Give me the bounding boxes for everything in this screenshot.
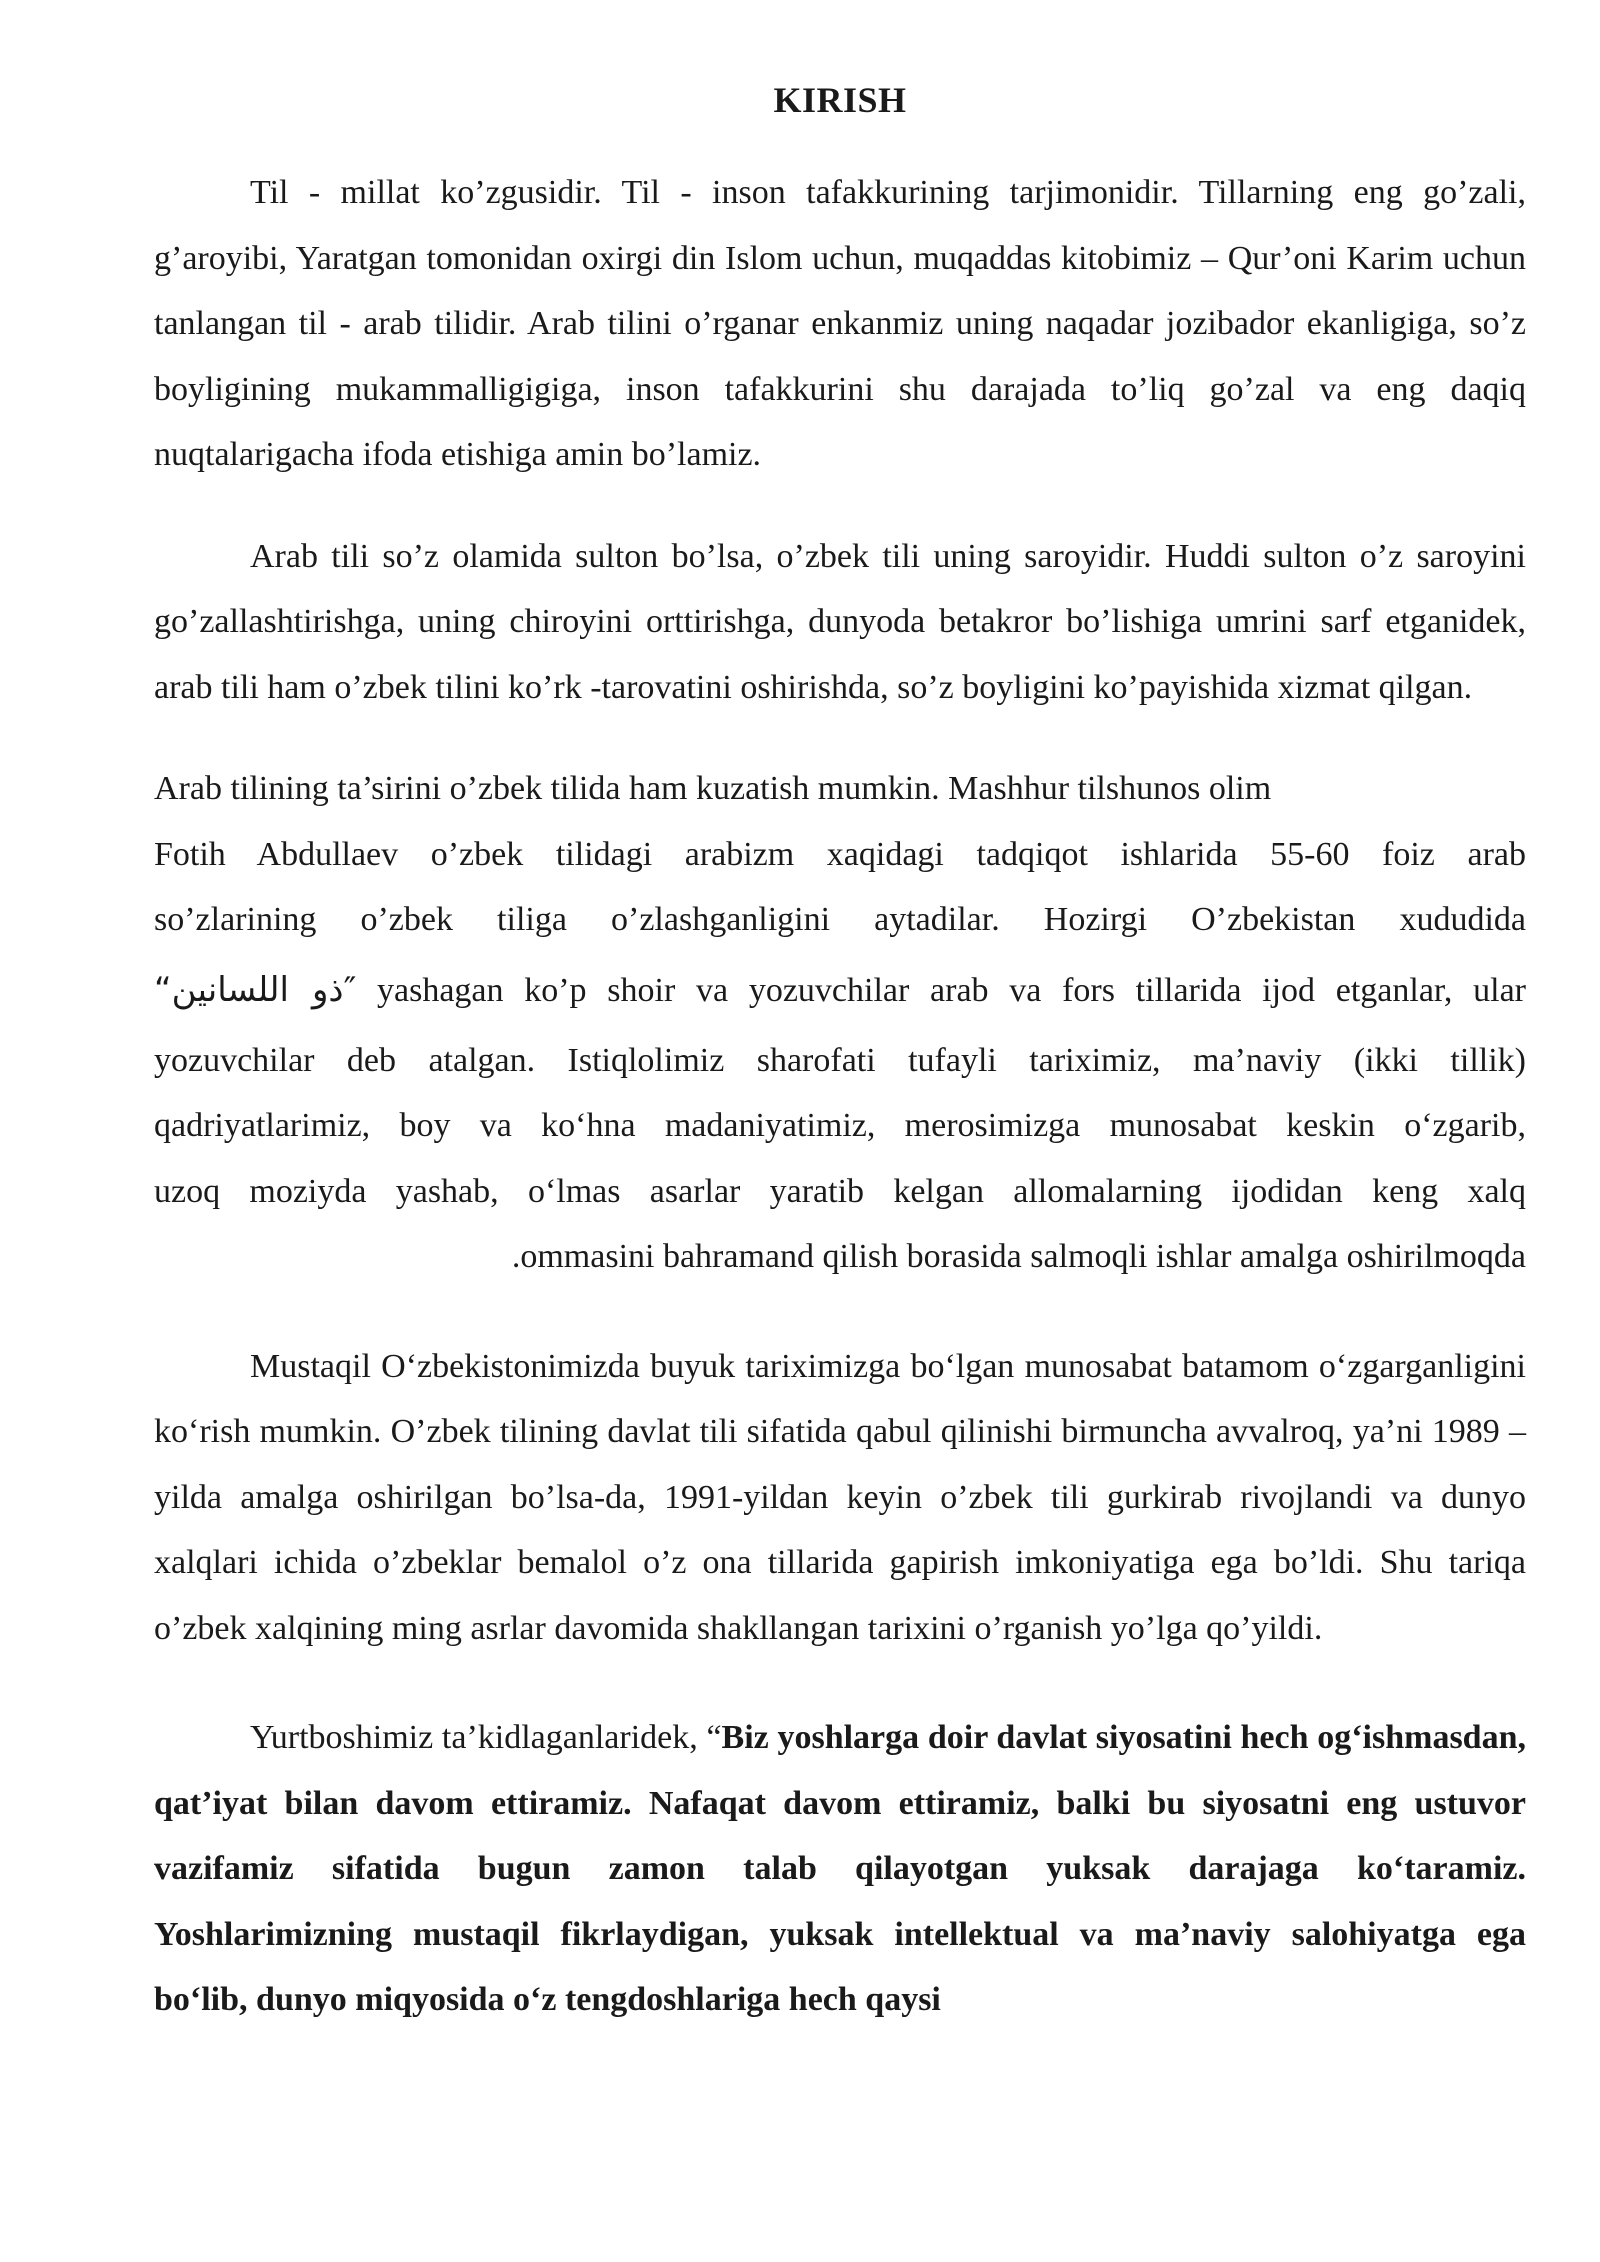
paragraph-line: Fotih Abdullaev o’zbek tilidagi arabizm xaqidagi tadqiqot ishlarida 55-60 foiz arab	[154, 835, 1526, 873]
paragraph-intro: Til - millat ko’zgusidir. Til - inson tafakkurining tarjimonidir. Tillarning eng go’zali, g’aroyibi, Yaratgan tomonidan oxirgi din Islom uchun, muqaddas kitobimiz – Qur’oni Karim uchun tanlangan til - arab tilidir. Arab tilini o’rganar enkanmiz uning naqadar jozibador ekanligiga, so’z boyligining mukammalligigiga, inson tafakkurini shu darajada to’liq go’zal va eng daqiq nuqtalarigacha ifoda etishiga amin bo’lamiz.	[154, 174, 1526, 473]
paragraph-line: so’zlarining o’zbek tiliga o’zlashganligini aytadilar. Hozirgi O’zbekistan xududida	[154, 901, 1526, 938]
arabic-phrase: ″ذو اللسانين“	[154, 969, 357, 1010]
paragraph-line: qadriyatlarimiz, boy va ko‘hna madaniyatimiz, merosimizga munosabat keskin o‘zgarib,	[154, 1107, 1526, 1144]
paragraph-line: .ommasini bahramand qilish borasida salmoqli ishlar amalga oshirilmoqda	[511, 1238, 1526, 1275]
document-page	[154, 78, 1526, 2033]
paragraph-arab-influence	[154, 756, 1526, 1290]
paragraph-sultan-palace: Arab tili so’z olamida sulton bo’lsa, o’zbek tili uning saroyidir. Huddi sulton o’z saroyini go’zallashtirishga, uning chiroyini orttirishga, dunyoda betakror bo’lishiga umrini sarf etganidek, arab tili ham o’zbek tilini ko’rk -tarovatini oshirishda, so’z boyligini ko’payishida xizmat qilgan.	[154, 537, 1526, 706]
quote-text: Biz yoshlarga doir davlat siyosatini hech og‘ishmasdan, qat’iyat bilan davom ettiramiz. Nafaqat davom ettiramiz, balki bu siyosatni eng ustuvor vazifamiz sifatida bugun zamon talab qilayotgan yuksak darajaga ko‘taramiz. Yoshlarimizning mustaqil fikrlaydigan, yuksak intellektual va ma’naviy salohiyatga ega bo‘lib, dunyo miqyosida o‘z tengdoshlariga hech qaysi	[154, 1719, 1526, 2018]
document-title: KIRISH	[773, 80, 907, 120]
paragraph-line: Arab tilining ta’sirini o’zbek tilida ham kuzatish mumkin. Mashhur tilshunos olim	[154, 770, 1272, 807]
paragraph-line: yozuvchilar deb atalgan. Istiqlolimiz sharofati tufayli tariximiz, ma’naviy (ikki tillik)	[154, 1041, 1526, 1079]
paragraph-line-arabic	[154, 953, 1526, 1028]
paragraph-president-quote	[154, 1705, 1526, 2033]
paragraph-line: uzoq moziyda yashab, o‘lmas asarlar yaratib kelgan allomalarning ijodidan keng xalq	[154, 1172, 1526, 1210]
paragraph-line-text: yashagan ko’p shoir va yozuvchilar arab va fors tillarida ijod etganlar, ular	[356, 971, 1526, 1009]
quote-intro: Yurtboshimiz ta’kidlaganlaridek, “	[250, 1719, 722, 1756]
paragraph-independence: Mustaqil O‘zbekistonimizda buyuk tariximizga bo‘lgan munosabat batamom o‘zgarganligini ko‘rish mumkin. O’zbek tilining davlat tili sifatida qabul qilinishi birmuncha avvalroq, ya’ni 1989 – yilda amalga oshirilgan bo’lsa-da, 1991-yildan keyin o’zbek tili gurkirab rivojlandi va dunyo xalqlari ichida o’zbeklar bemalol o’z ona tillarida gapirish imkoniyatiga ega bo’ldi. Shu tariqa o’zbek xalqining ming asrlar davomida shakllangan tarixini o’rganish yo’lga qo’yildi.	[154, 1347, 1526, 1647]
